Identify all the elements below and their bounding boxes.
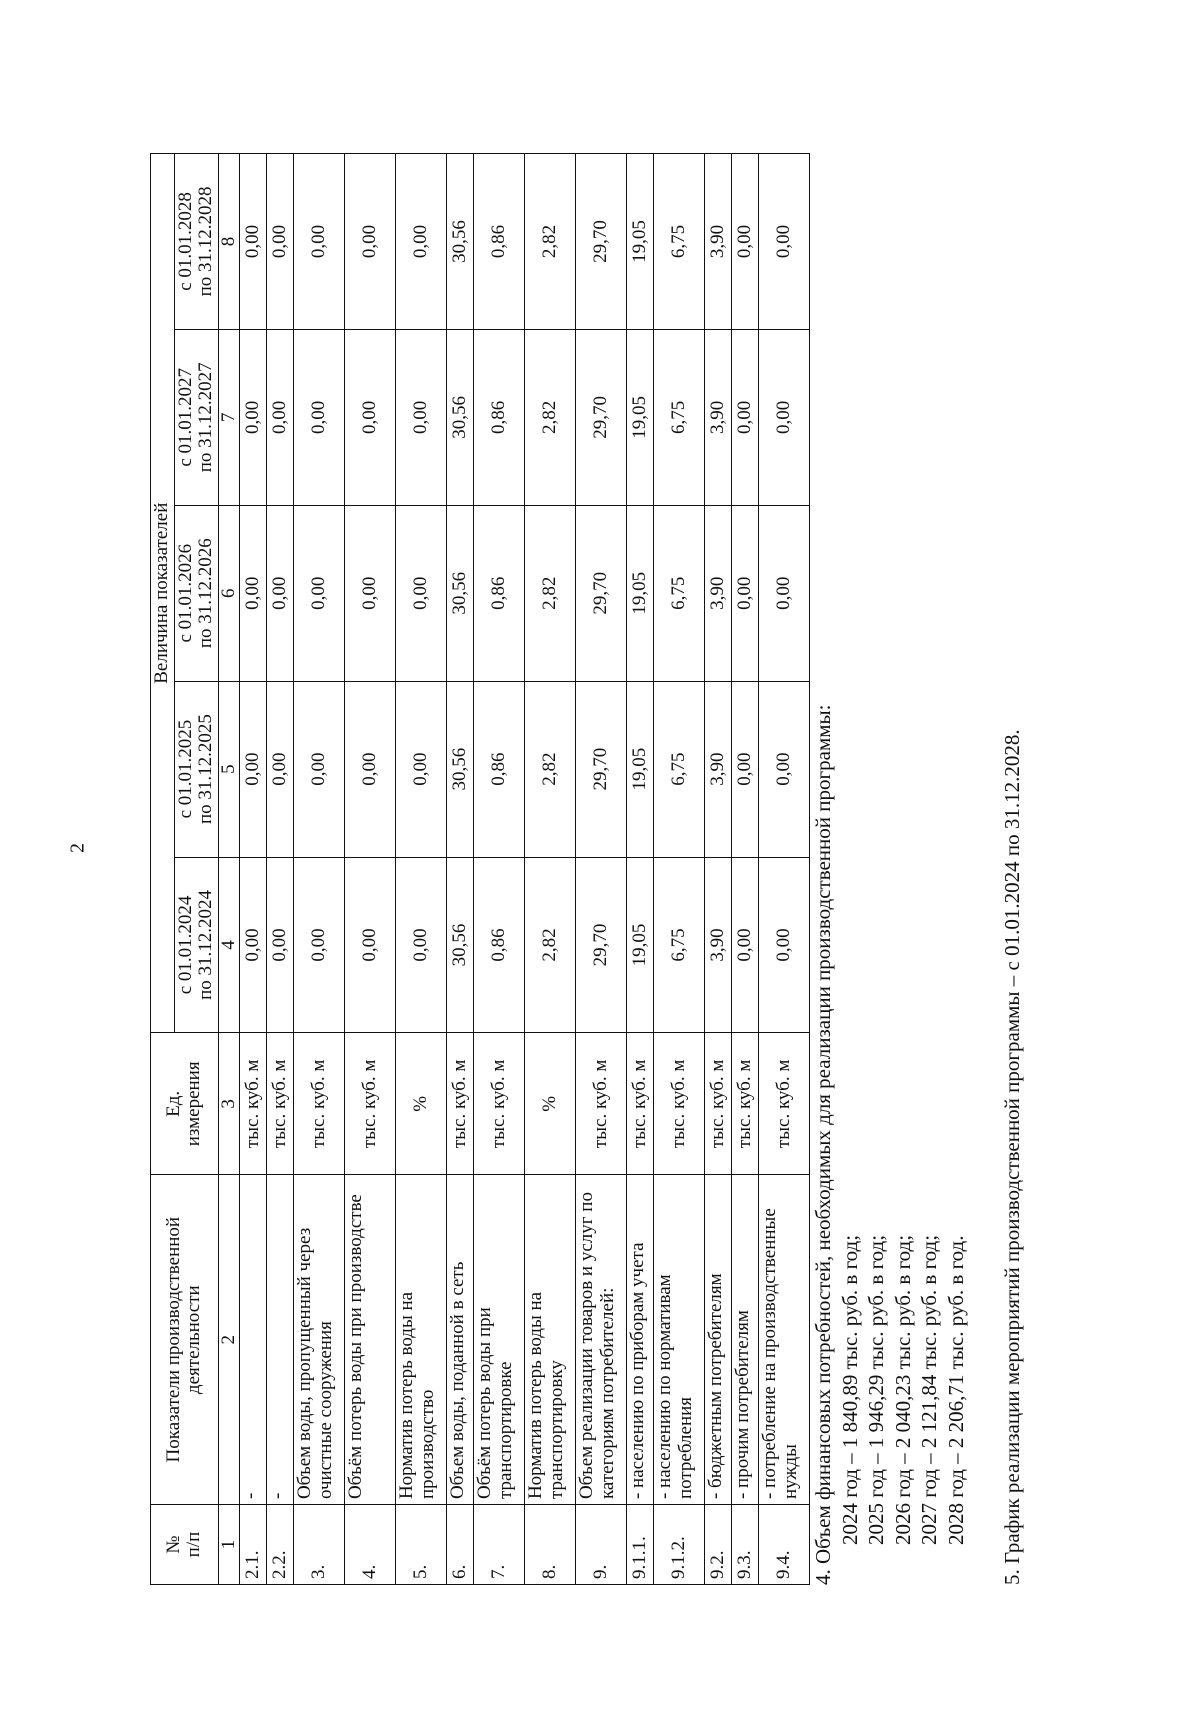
row-value: 0,00 [267,681,294,857]
row-value: 0,00 [759,857,810,1033]
row-number: 8. [525,1505,576,1585]
row-unit: тыс. куб. м [654,1033,705,1175]
row-value: 0,00 [759,681,810,857]
row-value: 0,00 [759,505,810,681]
row-indicator: - населению по приборам учета [627,1175,654,1505]
row-unit: тыс. куб. м [732,1033,759,1175]
row-value: 29,70 [576,857,627,1033]
table-row [396,154,447,1585]
row-value: 2,82 [525,505,576,681]
column-number: 5 [218,681,240,857]
row-value: 0,00 [759,154,810,330]
row-value: 6,75 [654,857,705,1033]
row-value: 30,56 [447,681,474,857]
table-row [525,154,576,1585]
row-unit: тыс. куб. м [267,1033,294,1175]
row-value: 6,75 [654,154,705,330]
row-number: 9.2. [705,1505,732,1585]
row-value: 0,00 [345,329,396,505]
header-period: с 01.01.2024 по 31.12.2024 [174,857,218,1033]
row-value: 0,00 [240,681,267,857]
row-value: 0,86 [474,857,525,1033]
row-unit: % [525,1033,576,1175]
table-row [627,154,654,1585]
row-value: 3,90 [705,681,732,857]
row-number: 9.4. [759,1505,810,1585]
financial-needs-line: 2026 год – 2 040,23 тыс. руб. в год; [890,1234,915,1545]
row-value: 0,00 [759,329,810,505]
row-unit: тыс. куб. м [474,1033,525,1175]
table-row [576,154,627,1585]
row-value: 0,86 [474,329,525,505]
header-period: с 01.01.2025 по 31.12.2025 [174,681,218,857]
row-value: 0,00 [240,505,267,681]
header-period: с 01.01.2028 по 31.12.2028 [174,154,218,330]
header-period: с 01.01.2027 по 31.12.2027 [174,329,218,505]
row-value: 0,86 [474,505,525,681]
financial-needs-heading: 4. Объем финансовых потребностей, необходимых для реализации производственной программы: [811,704,835,1585]
row-value: 2,82 [525,329,576,505]
row-number: 3. [294,1505,345,1585]
row-value: 0,00 [267,154,294,330]
header-unit: Ед. измерения [151,1033,219,1175]
column-number: 6 [218,505,240,681]
row-value: 6,75 [654,505,705,681]
row-value: 0,00 [345,154,396,330]
row-value: 0,00 [240,154,267,330]
row-value: 3,90 [705,154,732,330]
header-period: с 01.01.2026 по 31.12.2026 [174,505,218,681]
row-value: 2,82 [525,681,576,857]
row-value: 0,00 [345,857,396,1033]
table-row [705,154,732,1585]
row-value: 3,90 [705,329,732,505]
header-values-group: Величина показателей [151,154,175,1033]
row-unit: тыс. куб. м [759,1033,810,1175]
financial-needs-line: 2024 год – 1 840,89 тыс. руб. в год; [837,1234,862,1545]
row-value: 0,00 [240,329,267,505]
header-indicator: Показатели производственной деятельности [151,1175,219,1505]
table-row [345,154,396,1585]
row-number: 7. [474,1505,525,1585]
table-row [654,154,705,1585]
row-value: 0,86 [474,154,525,330]
row-unit: тыс. куб. м [627,1033,654,1175]
row-number: 9.3. [732,1505,759,1585]
row-number: 9.1.1. [627,1505,654,1585]
row-value: 0,00 [732,857,759,1033]
row-value: 3,90 [705,857,732,1033]
row-value: 29,70 [576,505,627,681]
financial-needs-section [810,705,969,1585]
column-number: 3 [218,1033,240,1175]
row-value: 0,00 [732,329,759,505]
schedule-section: 5. График реализации мероприятий производственной программы – с 01.01.2024 по 31.12.2028. [1000,729,1024,1585]
row-number: 9.1.2. [654,1505,705,1585]
row-indicator: - бюджетным потребителям [705,1175,732,1505]
row-number: 9. [576,1505,627,1585]
row-value: 0,86 [474,681,525,857]
table-body [240,154,810,1585]
table-row [447,154,474,1585]
row-value: 0,00 [240,857,267,1033]
table-row [240,154,267,1585]
row-value: 2,82 [525,857,576,1033]
row-indicator: Норматив потерь воды на производство [396,1175,447,1505]
header-num: № п/п [151,1505,219,1585]
row-indicator: - [267,1175,294,1505]
row-value: 2,82 [525,154,576,330]
row-unit: % [396,1033,447,1175]
financial-needs-line: 2025 год – 1 946,29 тыс. руб. в год; [864,1234,888,1545]
row-value: 0,00 [396,681,447,857]
row-unit: тыс. куб. м [294,1033,345,1175]
row-value: 0,00 [732,681,759,857]
row-value: 0,00 [267,505,294,681]
row-indicator: Норматив потерь воды на транспортировку [525,1175,576,1505]
page-number: 2 [66,843,89,853]
row-value: 0,00 [294,681,345,857]
row-number: 6. [447,1505,474,1585]
row-indicator: - прочим потребителям [732,1175,759,1505]
row-unit: тыс. куб. м [705,1033,732,1175]
row-value: 0,00 [732,505,759,681]
row-value: 6,75 [654,681,705,857]
row-indicator: Объём потерь воды при производстве [345,1175,396,1505]
row-unit: тыс. куб. м [240,1033,267,1175]
column-number: 8 [218,154,240,330]
row-value: 0,00 [294,329,345,505]
row-value: 0,00 [345,505,396,681]
financial-needs-line: 2027 год – 2 121,84 тыс. руб. в год; [917,1234,941,1545]
indicators-table [150,153,810,1585]
row-value: 19,05 [627,681,654,857]
row-value: 0,00 [396,154,447,330]
row-value: 0,00 [267,857,294,1033]
row-number: 2.2. [267,1505,294,1585]
rotated-page-content [120,145,1080,1585]
column-number: 2 [218,1175,240,1505]
row-unit: тыс. куб. м [576,1033,627,1175]
row-number: 4. [345,1505,396,1585]
row-value: 3,90 [705,505,732,681]
row-value: 19,05 [627,154,654,330]
row-value: 30,56 [447,154,474,330]
table-row [267,154,294,1585]
row-number: 2.1. [240,1505,267,1585]
column-number: 1 [218,1505,240,1585]
row-value: 0,00 [294,154,345,330]
row-indicator: Объём потерь воды при транспортировке [474,1175,525,1505]
financial-needs-line: 2028 год – 2 206,71 тыс. руб. в год. [943,1235,968,1545]
row-value: 19,05 [627,329,654,505]
row-value: 30,56 [447,505,474,681]
row-value: 19,05 [627,857,654,1033]
row-value: 0,00 [294,857,345,1033]
row-value: 0,00 [732,154,759,330]
row-value: 6,75 [654,329,705,505]
row-value: 29,70 [576,681,627,857]
row-indicator: - [240,1175,267,1505]
row-value: 30,56 [447,857,474,1033]
row-indicator: Объем воды, поданной в сеть [447,1175,474,1505]
column-number: 7 [218,329,240,505]
row-unit: тыс. куб. м [345,1033,396,1175]
row-value: 29,70 [576,329,627,505]
column-number: 4 [218,857,240,1033]
row-unit: тыс. куб. м [447,1033,474,1175]
row-indicator: - населению по нормативам потребления [654,1175,705,1505]
row-indicator: - потребление на производственные нужды [759,1175,810,1505]
row-value: 19,05 [627,505,654,681]
row-indicator: Объем воды, пропущенный через очистные сооружения [294,1175,345,1505]
table-row [474,154,525,1585]
row-value: 0,00 [396,329,447,505]
table-row [294,154,345,1585]
table-row [732,154,759,1585]
table-row [759,154,810,1585]
row-value: 0,00 [396,857,447,1033]
row-indicator: Объем реализации товаров и услуг по категориям потребителей: [576,1175,627,1505]
row-value: 30,56 [447,329,474,505]
row-number: 5. [396,1505,447,1585]
row-value: 0,00 [294,505,345,681]
row-value: 29,70 [576,154,627,330]
row-value: 0,00 [396,505,447,681]
row-value: 0,00 [345,681,396,857]
row-value: 0,00 [267,329,294,505]
